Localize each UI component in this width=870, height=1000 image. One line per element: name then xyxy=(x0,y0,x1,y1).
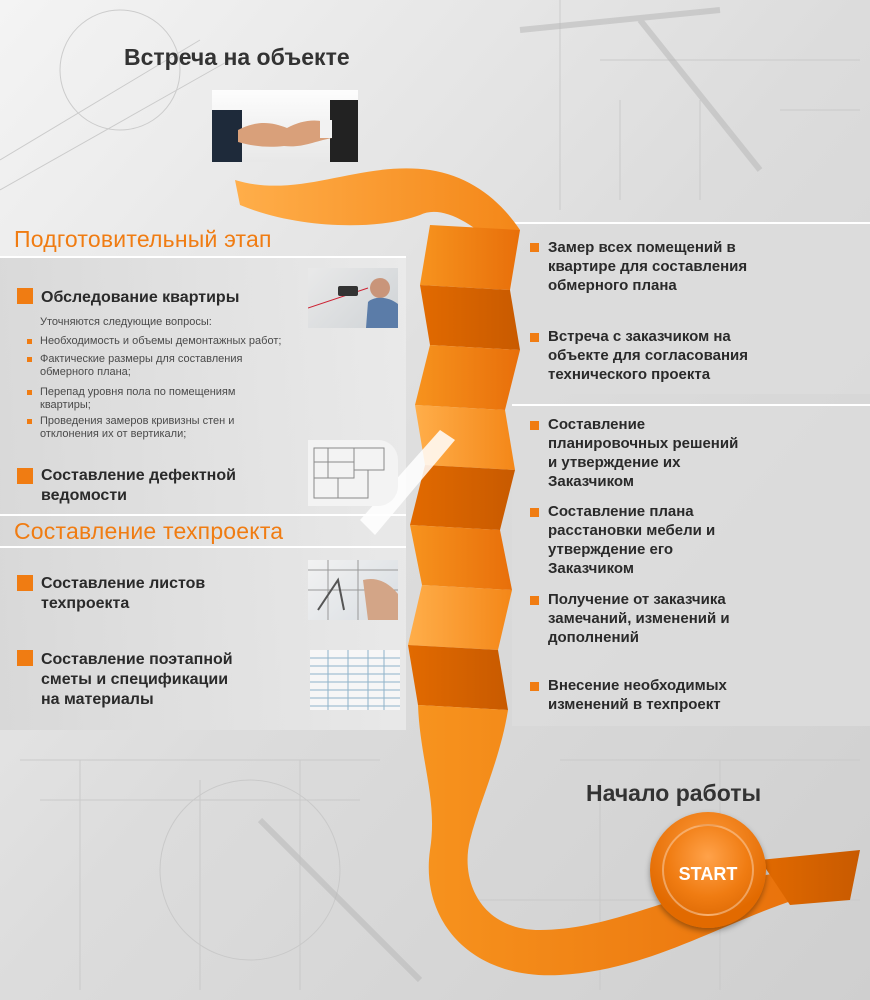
step-line: замечаний, изменений и xyxy=(548,610,730,627)
bullet-dot-icon xyxy=(27,339,32,344)
step-meeting xyxy=(548,327,848,384)
stage-title-techproject: Составление техпроекта xyxy=(14,518,284,544)
sheets-line-1: Составление листов xyxy=(41,575,206,592)
step-line: и утверждение их xyxy=(548,454,681,471)
bullet-square-icon xyxy=(530,596,539,605)
drawing-photo xyxy=(308,560,398,620)
bullet-square-icon xyxy=(530,682,539,691)
survey-item: обмерного плана; xyxy=(40,366,131,378)
spreadsheet-photo xyxy=(310,650,400,710)
start-work-title: Начало работы xyxy=(586,780,762,806)
survey-item: отклонения их от вертикали; xyxy=(40,428,187,440)
bullet-square-icon xyxy=(530,333,539,342)
bullet-square-icon xyxy=(17,468,33,484)
survey-label: Обследование квартиры xyxy=(41,289,240,306)
start-label: START xyxy=(678,864,738,884)
step-line: Внесение необходимых xyxy=(548,677,727,694)
survey-intro: Уточняются следующие вопросы: xyxy=(40,316,212,328)
step-line: дополнений xyxy=(548,629,639,646)
step-planning xyxy=(548,415,848,491)
step-remarks xyxy=(548,590,848,647)
step-line: технического проекта xyxy=(548,366,711,383)
step-line: объекте для согласования xyxy=(548,347,748,364)
bullet-dot-icon xyxy=(27,357,32,362)
survey-item: квартиры; xyxy=(40,399,91,411)
measuring-photo xyxy=(308,268,398,328)
page-title: Встреча на объекте xyxy=(124,44,350,70)
survey-item: Фактические размеры для составления xyxy=(40,353,243,365)
bullet-square-icon xyxy=(530,508,539,517)
step-furniture xyxy=(548,502,848,578)
step-line: Получение от заказчика xyxy=(548,591,726,608)
bullet-dot-icon xyxy=(27,419,32,424)
step-line: Замер всех помещений в xyxy=(548,239,736,256)
handshake-photo xyxy=(212,90,358,162)
estimate-line-3: на материалы xyxy=(41,691,154,708)
bullet-square-icon xyxy=(17,575,33,591)
step-line: Заказчиком xyxy=(548,560,634,577)
start-button[interactable] xyxy=(650,812,766,928)
step-line: Составление плана xyxy=(548,503,694,520)
step-line: Составление xyxy=(548,416,646,433)
bullet-square-icon xyxy=(530,243,539,252)
estimate-line-2: сметы и спецификации xyxy=(41,671,229,688)
step-line: Встреча с заказчиком на xyxy=(548,328,731,345)
step-line: изменений в техпроект xyxy=(548,696,721,713)
step-line: Заказчиком xyxy=(548,473,634,490)
bullet-square-icon xyxy=(530,421,539,430)
step-line: обмерного плана xyxy=(548,277,677,294)
survey-item: Необходимость и объемы демонтажных работ; xyxy=(40,335,282,347)
step-changes xyxy=(548,676,848,714)
survey-item: Перепад уровня пола по помещениям xyxy=(40,386,236,398)
bullet-dot-icon xyxy=(27,390,32,395)
step-line: расстановки мебели и xyxy=(548,522,716,539)
defect-line-2: ведомости xyxy=(41,487,127,504)
bullet-square-icon xyxy=(17,650,33,666)
blueprint-photo xyxy=(308,440,398,506)
sheets-line-2: техпроекта xyxy=(41,595,130,612)
step-line: квартире для составления xyxy=(548,258,748,275)
step-measure xyxy=(548,238,848,295)
survey-item: Проведения замеров кривизны стен и xyxy=(40,415,235,427)
bullet-square-icon xyxy=(17,288,33,304)
step-line: планировочных решений xyxy=(548,435,739,452)
defect-line-1: Составление дефектной xyxy=(41,467,236,484)
step-line: утверждение его xyxy=(548,541,674,558)
estimate-line-1: Составление поэтапной xyxy=(41,651,233,668)
stage-title-preparatory: Подготовительный этап xyxy=(14,226,272,252)
